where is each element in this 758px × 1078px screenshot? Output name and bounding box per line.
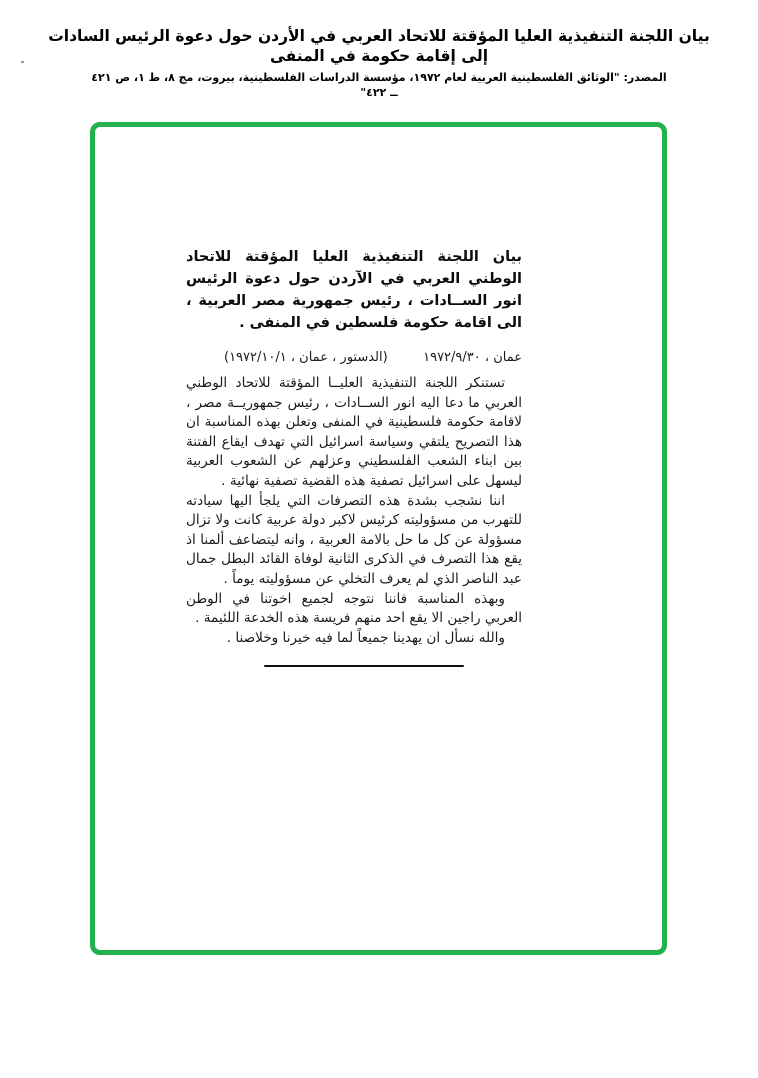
document-highlight-frame xyxy=(90,122,667,955)
dateline xyxy=(186,349,522,367)
scan-speck xyxy=(21,61,24,63)
paragraph: تستنكر اللجنة التنفيذية العليــا المؤقتة للاتحاد الوطني العربي ما دعا اليه انور الســادات ، رئيس جمهوريــة مصر ، لاقامة حكومة فلسطينية في المنفى وتعلن بهذه المناسبة ان هذا التصريح يلتقي وسياسة اسرائيل التي تهدف ايقاع الفتنة بين ابناء الشعب الفلسطيني وعزلهم عن الشعوب العربية ليسهل على اسرائيل تصفية هذه القضية تصفية نهائية . xyxy=(186,375,522,489)
paragraph: والله نسأل ان يهدينا جميعاً لما فيه خيرنا وخلاصنا . xyxy=(226,629,505,646)
paragraph: اننا نشجب بشدة هذه التصرفات التي يلجأ اليها سيادته للتهرب من مسؤوليته كرئيس لاكبر دولة عربية كانت ولا تزال مسؤولة عن كل ما حل بالامة العربية ، وانه ليتضاعف ألمنا اذ يقع هذا التصرف في الذكرى الثانية لوفاة القائد البطل جمال عبد الناصر الذي لم يعرف التخلي عن مسؤوليته يوماً . xyxy=(186,492,522,587)
paragraph: وبهذه المناسبة فاننا نتوجه لجميع اخوتنا في الوطن العربي راجين الا يقع احد منهم فريسة هذه الخدعة اللئيمة . xyxy=(186,590,522,627)
dateline-place-date: عمان ، ١٩٧٢/٩/٣٠ xyxy=(423,350,522,365)
document-body xyxy=(186,374,522,648)
dateline-source-ref: (الدستور ، عمان ، ١٩٧٢/١٠/١) xyxy=(224,350,388,365)
page-source-citation: المصدر: "الوثائق الفلسطينية العربية لعام ١٩٧٢، مؤسسة الدراسات الفلسطينية، بيروت، مج ٨، ط ١، ص ٤٢١ ــ ٤٢٢" xyxy=(91,71,667,99)
end-rule xyxy=(264,665,464,667)
document-heading: بيان اللجنة التنفيذية العليا المؤقتة للاتحاد الوطني العربي في الآردن حول دعوة الرئيس انور الســادات ، رئيس جمهورية مصر العربية ، الى اقامة حكومة فلسطين في المنفى . xyxy=(186,249,522,331)
page-header xyxy=(0,0,758,100)
page-title: بيان اللجنة التنفيذية العليا المؤقتة للاتحاد العربي في الأردن حول دعوة الرئيس السادات إلى إقامة حكومة في المنفى xyxy=(48,27,710,65)
document-scan xyxy=(186,246,522,667)
